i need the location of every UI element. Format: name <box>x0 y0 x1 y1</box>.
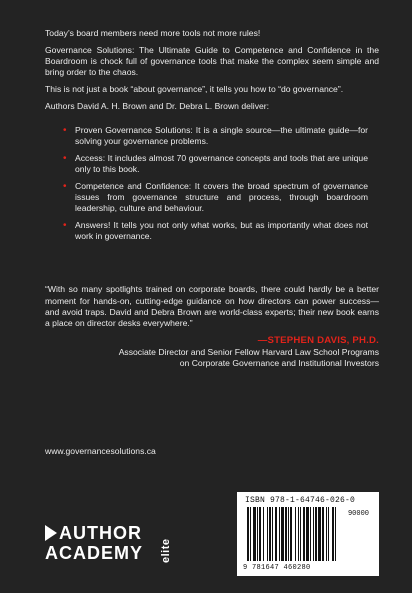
barcode-bar <box>253 507 256 561</box>
barcode-bar <box>328 507 329 561</box>
endorser-title-line-1: Associate Director and Senior Fellow Harvard Law School Programs <box>118 346 379 357</box>
barcode-bar <box>250 507 251 561</box>
benefit-item <box>63 181 368 214</box>
endorsement-quote: “With so many spotlights trained on corporate boards, there could hardly be a better moment for hands-on, cutting-edge guidance on how directors can power success—and avoid traps. David and Debra Brown are world-class experts; their new book earns a place on director desks everywhere.” <box>45 284 379 328</box>
barcode-bar <box>267 507 268 561</box>
barcode-bar <box>285 507 287 561</box>
benefit-item <box>63 220 368 242</box>
logo-arrow-icon <box>45 525 57 541</box>
benefit-item <box>63 153 368 175</box>
barcode-bar <box>332 507 334 561</box>
logo-text-elite: elite <box>160 538 172 563</box>
barcode-bar <box>315 507 317 561</box>
isbn-barcode <box>237 492 379 576</box>
tagline: Today’s board members need more tools not more rules! <box>45 28 261 38</box>
publisher-logo <box>45 519 175 567</box>
barcode-bar <box>288 507 289 561</box>
authors-line: Authors David A. H. Brown and Dr. Debra L. Brown deliver: <box>45 101 270 112</box>
barcode-bar <box>313 507 314 561</box>
barcode-bar <box>263 507 264 561</box>
barcode-bar <box>310 507 311 561</box>
benefit-text: Access: It includes almost 70 governance concepts and tools that are unique only to this book. <box>75 152 368 174</box>
barcode-bar <box>306 507 309 561</box>
bullet-dot-icon: • <box>63 180 67 192</box>
benefit-list <box>63 125 368 243</box>
bullet-dot-icon: • <box>63 124 67 136</box>
barcode-bar <box>303 507 305 561</box>
benefit-text: Competence and Confidence: It covers the broad spectrum of governance issues from governance structure and process, through boardroom leadership, culture and behaviour. <box>75 180 368 214</box>
benefit-text: Answers! It tells you not only what works, but as importantly what does not work in governance. <box>75 220 368 242</box>
bullet-dot-icon: • <box>63 152 67 164</box>
barcode-bar <box>259 507 261 561</box>
barcode-bar <box>295 507 296 561</box>
barcode-bar <box>318 507 321 561</box>
barcode-bar <box>300 507 301 561</box>
barcode-bar <box>322 507 324 561</box>
endorser-title-line-2: on Corporate Governance and Institutional Investors <box>179 357 379 368</box>
description-paragraph: Governance Solutions: The Ultimate Guide to Competence and Confidence in the Boardroom is chock full of governance tools that make the complex seem simple and bring order to the chaos. <box>45 45 379 78</box>
barcode-bar <box>335 507 336 561</box>
endorser-name: —STEPHEN DAVIS, PH.D. <box>257 334 379 346</box>
isbn-label: ISBN 978-1-64746-026-0 <box>245 496 356 505</box>
website-url: www.governancesolutions.ca <box>45 446 156 456</box>
barcode-bar <box>272 507 273 561</box>
back-cover-content <box>45 28 379 369</box>
barcode-bars <box>245 507 371 563</box>
benefit-text: Proven Governance Solutions: It is a single source—the ultimate guide—for solving your governance problems. <box>75 124 368 146</box>
quote-attribution <box>45 335 379 369</box>
logo-text-author: AUTHOR <box>59 523 142 543</box>
bullet-dot-icon: • <box>63 220 67 232</box>
barcode-bar <box>298 507 299 561</box>
logo-text-academy: ACADEMY <box>45 543 144 563</box>
barcode-bar <box>326 507 327 561</box>
barcode-bar <box>269 507 271 561</box>
about-governance-paragraph: This is not just a book “about governance”, it tells you how to “do governance”. <box>45 84 344 95</box>
barcode-bar <box>281 507 284 561</box>
barcode-bar <box>279 507 280 561</box>
barcode-bar <box>290 507 292 561</box>
benefit-item <box>63 125 368 147</box>
barcode-number: 9 781647 460280 <box>243 564 311 572</box>
price-code: 90000 <box>347 510 369 518</box>
barcode-bar <box>275 507 277 561</box>
barcode-bar <box>247 507 249 561</box>
barcode-bar <box>257 507 258 561</box>
